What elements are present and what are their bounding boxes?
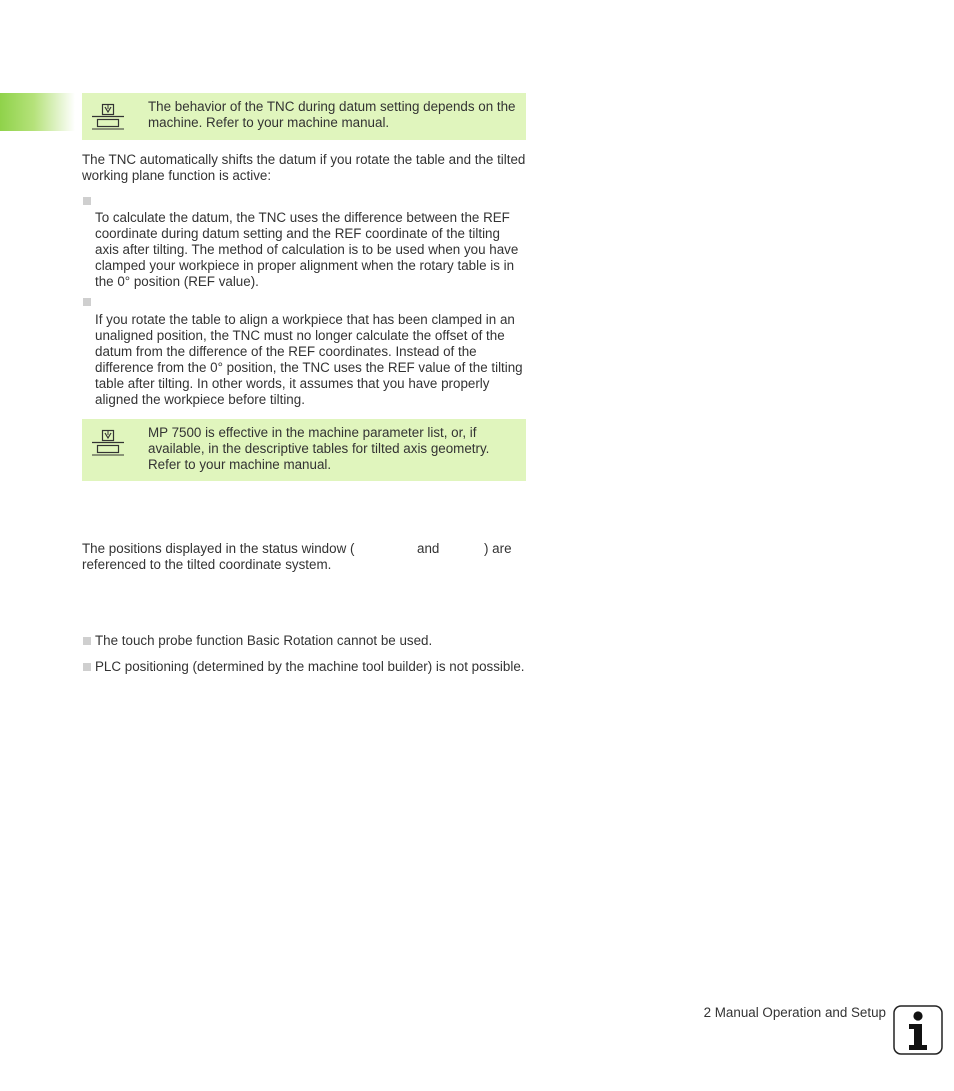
- status-text-part: and: [417, 541, 440, 556]
- bullet-marker: [83, 197, 91, 205]
- intro-paragraph: The TNC automatically shifts the datum if you rotate the table and the tilted working plane function is active:: [82, 152, 526, 183]
- bullet-text: To calculate the datum, the TNC uses the difference between the REF coordinate during datum setting and the REF coordinate of the tilting axis after tilting. The method of calculation is to be used when you have clamped your workpiece in proper alignment when the rotary table is in the 0° position (REF value).: [95, 210, 519, 289]
- bullet-marker: [83, 663, 91, 671]
- machine-manual-icon: [91, 429, 125, 457]
- limitation-item: The touch probe function Basic Rotation cannot be used.: [95, 633, 433, 648]
- note-text: MP 7500 is effective in the machine parameter list, or, if available, in the descriptive tables for tilted axis geometry. Refer to your machine manual.: [148, 425, 490, 472]
- machine-note-box: [82, 93, 526, 140]
- status-text-part: The positions displayed in the status window (: [82, 541, 355, 556]
- status-text-part: ) are: [484, 541, 512, 556]
- chapter-edge-tab: [0, 93, 75, 131]
- info-icon[interactable]: [893, 1005, 943, 1055]
- bullet-marker: [83, 298, 91, 306]
- mp7500-note-box: [82, 419, 526, 481]
- note-text: The behavior of the TNC during datum setting depends on the machine. Refer to your machine manual.: [148, 99, 516, 130]
- chapter-footer: 2 Manual Operation and Setup: [703, 1005, 886, 1020]
- bullet-text: If you rotate the table to align a workpiece that has been clamped in an unaligned position, the TNC must no longer calculate the offset of the datum from the difference of the REF coordinates. Instead of the difference from the 0° position, the TNC uses the REF value of the tilting table after tilting. In other words, it assumes that you have properly aligned the workpiece before tilting.: [95, 312, 523, 407]
- status-text-part: referenced to the tilted coordinate system.: [82, 557, 332, 572]
- machine-manual-icon: [91, 103, 125, 131]
- bullet-marker: [83, 637, 91, 645]
- limitation-item: PLC positioning (determined by the machine tool builder) is not possible.: [95, 659, 525, 674]
